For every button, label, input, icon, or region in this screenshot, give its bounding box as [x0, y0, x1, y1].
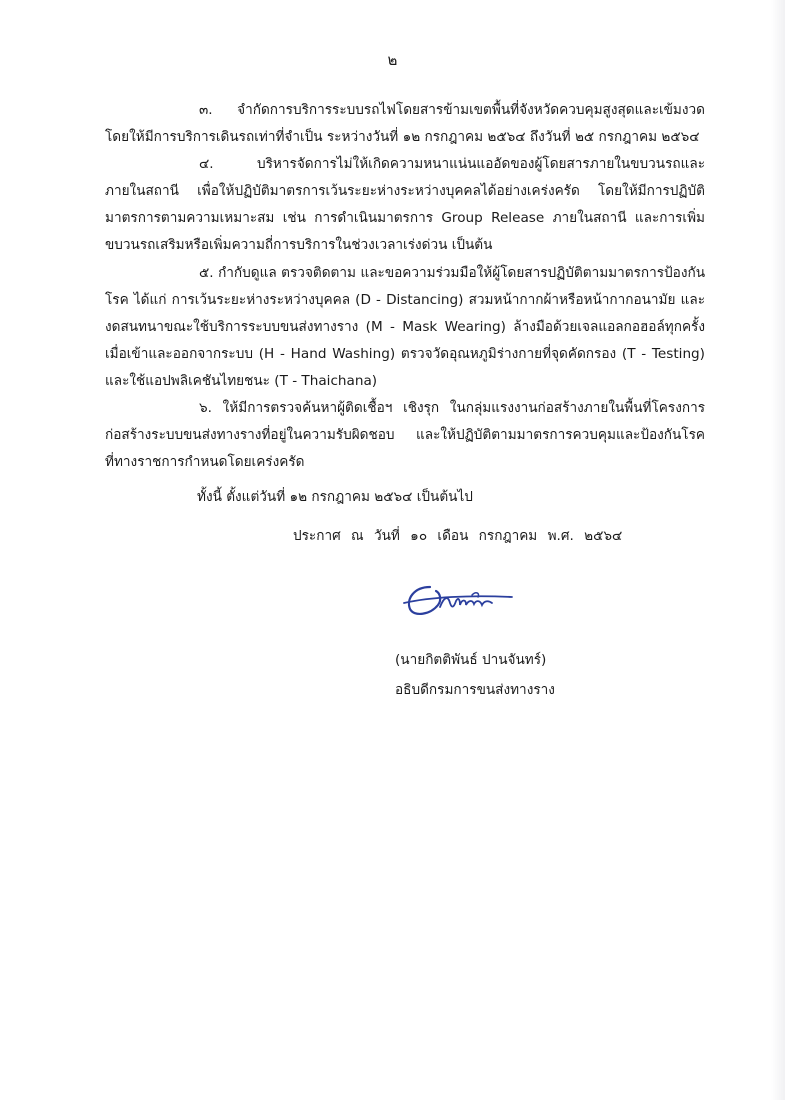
body-text: [105, 97, 705, 476]
paragraph-4-text: ๔. บริหารจัดการไม่ให้เกิดความหนาแน่นแออัดของผู้โดยสารภายในขบวนรถและภายในสถานี เพื่อให้ปฏิบัติมาตรการเว้นระยะห่างระหว่างบุคคลได้อย่างเคร่งครัด โดยให้มีการปฏิบัติมาตรการตามความเหมาะสม เช่น การดำเนินมาตรการ Group Release ภายในสถานี และการเพิ่มขบวนรถเสริมหรือเพิ่มความถี่การบริการในช่วงเวลาเร่งด่วน เป็นต้น: [105, 156, 705, 254]
paragraph-5-text: ๕. กำกับดูแล ตรวจติดตาม และขอความร่วมมือให้ผู้โดยสารปฏิบัติตามมาตรการป้องกันโรค ได้แก่ การเว้นระยะห่างระหว่างบุคคล (D - Distancing) สวมหน้ากากผ้าหรือหน้ากากอนามัย และงดสนทนาขณะใช้บริการระบบขนส่งทางราง (M - Mask Wearing) ล้างมือด้วยเจลแอลกอฮอล์ทุกครั้ง เมื่อเข้าและออกจากระบบ (H - Hand Washing) ตรวจวัดอุณหภูมิร่างกายที่จุดคัดกรอง (T - Testing) และใช้แอปพลิเคชันไทยชนะ (T - Thaichana): [105, 264, 705, 389]
paragraph-6-text: ๖. ให้มีการตรวจค้นหาผู้ติดเชื้อฯ เชิงรุก ในกลุ่มแรงงานก่อสร้างภายในพื้นที่โครงการก่อสร้างระบบขนส่งทางรางที่อยู่ในความรับผิดชอบ และให้ปฏิบัติตามมาตรการควบคุมและป้องกันโรคที่ทางราชการกำหนดโดยเคร่งครัด: [105, 400, 705, 471]
effective-date-line: ทั้งนี้ ตั้งแต่วันที่ ๑๒ กรกฎาคม ๒๕๖๔ เป็นต้นไป: [197, 489, 473, 505]
paragraph-6: [105, 395, 705, 476]
paragraph-4: [105, 151, 705, 259]
signature-image: [400, 573, 520, 621]
paragraph-5: [105, 260, 705, 395]
signer-name: (นายกิตติพันธ์ ปานจันทร์): [395, 652, 547, 668]
announcement-date-line: ประกาศ ณ วันที่ ๑๐ เดือน กรกฎาคม พ.ศ. ๒๕๖๔: [293, 528, 623, 544]
paragraph-3-text: ๓. จำกัดการบริการระบบรถไฟโดยสารข้ามเขตพื้นที่จังหวัดควบคุมสูงสุดและเข้มงวด โดยให้มีการบริการเดินรถเท่าที่จำเป็น ระหว่างวันที่ ๑๒ กรกฎาคม ๒๕๖๔ ถึงวันที่ ๒๕ กรกฎาคม ๒๕๖๔: [105, 102, 705, 146]
page-number: ๒: [387, 51, 398, 69]
page-edge-shadow: [771, 0, 785, 1100]
signer-title: อธิบดีกรมการขนส่งทางราง: [395, 682, 555, 698]
paragraph-3: [105, 97, 705, 151]
